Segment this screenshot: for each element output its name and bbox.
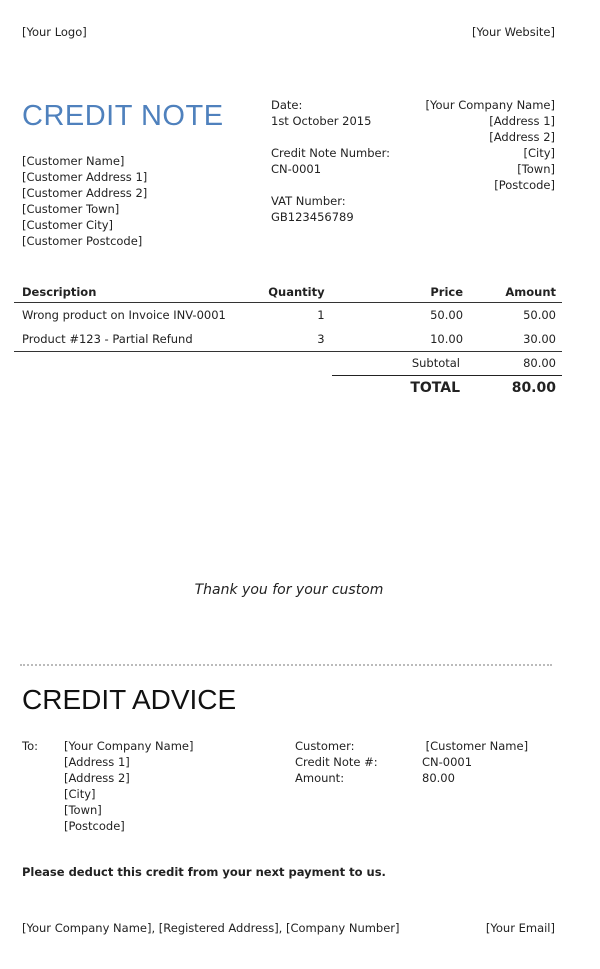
header-quantity: Quantity bbox=[268, 285, 325, 299]
credit-note-meta bbox=[271, 97, 421, 225]
footer-email: [Your Email] bbox=[485, 921, 555, 935]
table-header bbox=[14, 282, 562, 303]
subtotal-row bbox=[332, 351, 562, 376]
to-address-line: [Address 1] bbox=[64, 755, 130, 769]
row-amount: 30.00 bbox=[523, 332, 556, 346]
company-address-line: [Address 1] bbox=[489, 114, 555, 128]
advice-values bbox=[422, 738, 528, 786]
deduct-instruction: Please deduct this credit from your next payment to us. bbox=[22, 865, 386, 879]
company-address-line: [City] bbox=[523, 146, 555, 160]
row-amount: 50.00 bbox=[523, 308, 556, 322]
advice-note-label: Credit Note #: bbox=[295, 755, 378, 769]
header-amount: Amount bbox=[505, 285, 556, 299]
company-address bbox=[426, 97, 555, 193]
row-price: 50.00 bbox=[430, 308, 464, 322]
credit-advice-title: CREDIT ADVICE bbox=[22, 684, 237, 715]
customer-address-line: [Customer Town] bbox=[22, 202, 120, 216]
advice-customer-value: [Customer Name] bbox=[422, 739, 529, 753]
header-description: Description bbox=[22, 285, 97, 299]
to-address-line: [Town] bbox=[64, 803, 102, 817]
vat-number-label: VAT Number: bbox=[271, 194, 346, 208]
to-address-line: [Address 2] bbox=[64, 771, 130, 785]
credit-note-number-value: CN-0001 bbox=[271, 162, 322, 176]
credit-note-number-label: Credit Note Number: bbox=[271, 146, 390, 160]
company-address-line: [Address 2] bbox=[489, 130, 555, 144]
customer-address-line: [Customer Address 1] bbox=[22, 170, 148, 184]
thank-you-message: Thank you for your custom bbox=[194, 582, 384, 598]
customer-address-line: [Customer City] bbox=[22, 218, 114, 232]
customer-address-line: [Customer Address 2] bbox=[22, 186, 148, 200]
vat-number-value: GB123456789 bbox=[271, 210, 354, 224]
line-items-table bbox=[14, 282, 562, 352]
row-price: 10.00 bbox=[430, 332, 464, 346]
to-address-line: [City] bbox=[64, 787, 96, 801]
cut-line-divider bbox=[20, 664, 552, 666]
website-placeholder: [Your Website] bbox=[471, 25, 555, 39]
advice-labels bbox=[295, 738, 378, 786]
row-quantity: 1 bbox=[317, 308, 325, 322]
total-value: 80.00 bbox=[511, 380, 556, 396]
table-row bbox=[14, 327, 562, 352]
advice-customer-label: Customer: bbox=[295, 739, 355, 753]
company-address-line: [Postcode] bbox=[494, 178, 555, 192]
date-label: Date: bbox=[271, 98, 303, 112]
advice-note-value: CN-0001 bbox=[422, 755, 473, 769]
company-address-line: [Town] bbox=[517, 162, 555, 176]
total-row bbox=[332, 377, 562, 399]
advice-amount-value: 80.00 bbox=[422, 771, 455, 785]
row-description: Wrong product on Invoice INV-0001 bbox=[22, 308, 226, 322]
table-row bbox=[14, 303, 562, 327]
row-quantity: 3 bbox=[317, 332, 325, 346]
to-address-line: [Your Company Name] bbox=[64, 739, 194, 753]
advice-amount-label: Amount: bbox=[295, 771, 345, 785]
date-value: 1st October 2015 bbox=[271, 114, 372, 128]
to-label: To: bbox=[22, 739, 38, 753]
to-address bbox=[64, 738, 193, 834]
total-label: TOTAL bbox=[410, 380, 460, 396]
customer-address-line: [Customer Name] bbox=[22, 154, 125, 168]
header-price: Price bbox=[430, 285, 464, 299]
subtotal-label: Subtotal bbox=[411, 356, 460, 370]
logo-placeholder: [Your Logo] bbox=[22, 25, 87, 39]
customer-address bbox=[22, 153, 147, 249]
subtotal-value: 80.00 bbox=[523, 356, 556, 370]
company-address-line: [Your Company Name] bbox=[425, 98, 555, 112]
to-address-line: [Postcode] bbox=[64, 819, 125, 833]
footer-company-details: [Your Company Name], [Registered Address], [Company Number] bbox=[22, 921, 400, 935]
credit-note-title: CREDIT NOTE bbox=[22, 100, 224, 132]
customer-address-line: [Customer Postcode] bbox=[22, 234, 143, 248]
row-description: Product #123 - Partial Refund bbox=[22, 332, 193, 346]
